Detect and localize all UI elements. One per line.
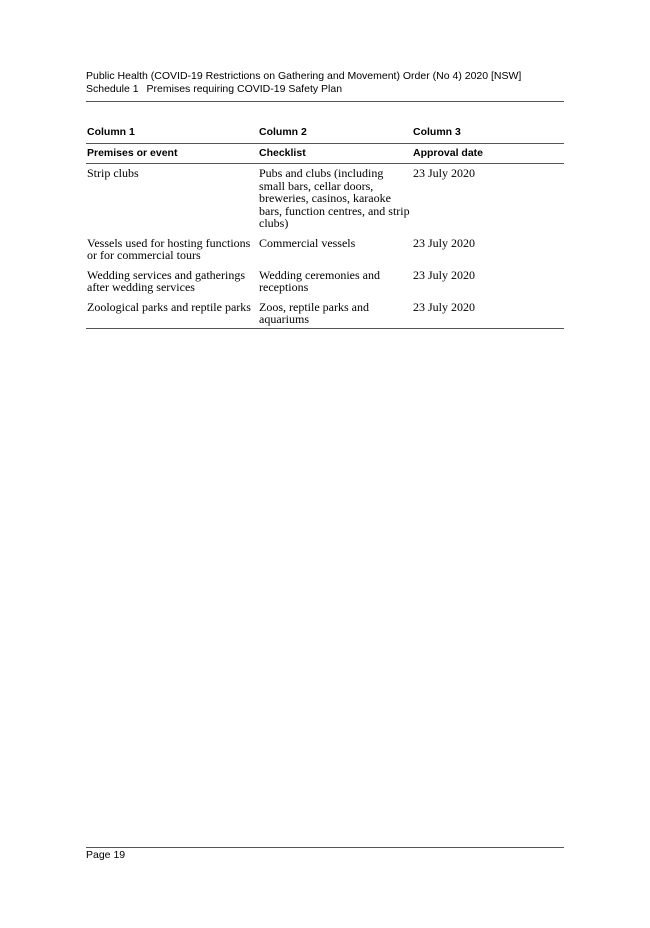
checklist-cell: Commercial vessels [259, 235, 356, 250]
premises-table [86, 124, 564, 329]
column-header-row [86, 144, 564, 164]
schedule-title: Premises requiring COVID-19 Safety Plan [146, 83, 343, 95]
table-row [86, 235, 564, 267]
table-row [86, 267, 564, 299]
footer-divider [86, 847, 564, 848]
column-number-2: Column 2 [259, 126, 307, 138]
table-row [86, 164, 564, 235]
schedule-heading [86, 83, 564, 96]
header-approval-date: Approval date [412, 144, 564, 164]
checklist-cell: Wedding ceremonies and receptions [259, 267, 380, 294]
premises-cell: Vessels used for hosting functions or for commercial tours [87, 235, 251, 262]
page-header [86, 70, 564, 96]
document-title: Public Health (COVID-19 Restrictions on Gathering and Movement) Order (No 4) 2020 [NSW] [86, 70, 522, 82]
premises-cell: Wedding services and gatherings after wedding services [87, 267, 245, 294]
checklist-cell: Zoos, reptile parks and aquariums [258, 299, 412, 329]
checklist-cell: Pubs and clubs (including small bars, cellar doors, breweries, casinos, karaoke bars, function centres, and strip clubs) [259, 166, 410, 230]
header-divider [86, 101, 564, 102]
approval-date-cell: 23 July 2020 [412, 299, 564, 329]
page-number: Page 19 [86, 849, 126, 861]
table-row [86, 299, 564, 329]
premises-cell: Strip clubs [87, 166, 139, 180]
column-number-3: Column 3 [413, 126, 461, 138]
schedule-label: Schedule 1 [86, 83, 139, 95]
approval-date-cell: 23 July 2020 [413, 267, 476, 282]
column-number-1: Column 1 [87, 126, 135, 138]
header-checklist: Checklist [258, 144, 412, 164]
approval-date-cell: 23 July 2020 [413, 166, 476, 180]
column-number-row [86, 124, 564, 144]
approval-date-cell: 23 July 2020 [413, 235, 476, 250]
premises-cell: Zoological parks and reptile parks [86, 299, 258, 329]
header-premises: Premises or event [86, 144, 258, 164]
